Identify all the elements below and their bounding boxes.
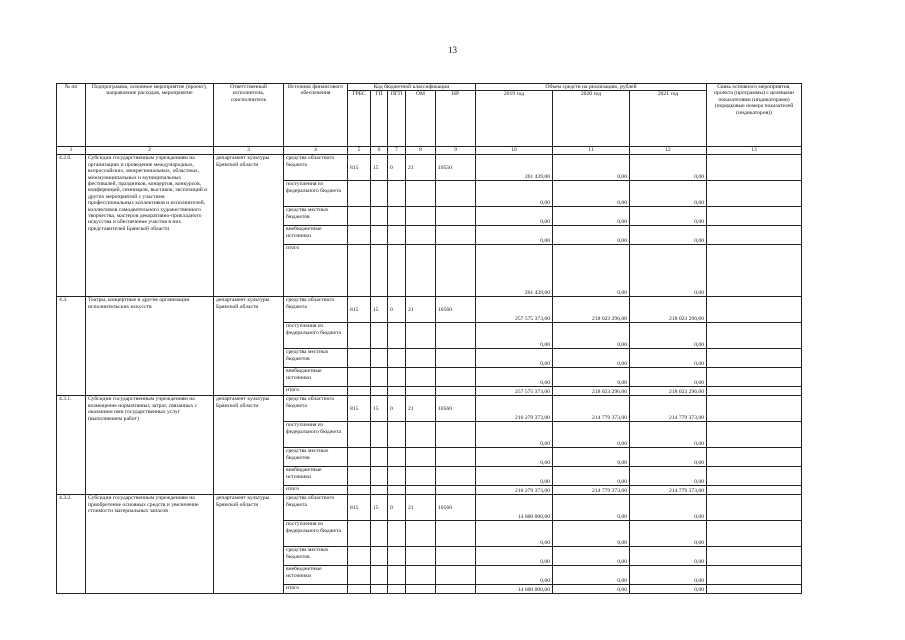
amount-2020: 0,00: [553, 422, 630, 448]
row-number: 4.3.2.: [57, 495, 86, 594]
code-om: [406, 323, 436, 349]
table-header: [57, 84, 802, 155]
code-pgp: [388, 226, 406, 245]
code-pgp: [388, 521, 406, 547]
code-om: 21: [406, 155, 436, 181]
code-gp: 15: [371, 495, 388, 521]
responsible-executor: департамент культуры Брянской области: [214, 297, 284, 396]
column-number: 13: [707, 147, 802, 155]
table-row: [57, 495, 802, 521]
code-gp: [371, 448, 388, 467]
amount-2019: 0,00: [476, 181, 553, 207]
code-gp: [371, 521, 388, 547]
row-number: 4.3.1.: [57, 396, 86, 495]
code-pgp: 0: [388, 155, 406, 181]
code-om: [406, 521, 436, 547]
code-grbs: [348, 349, 371, 368]
funding-source: поступления из федерального бюджета: [284, 323, 348, 349]
amount-2021: 0,00: [630, 495, 707, 521]
column-number: 2: [86, 147, 214, 155]
code-gp: [371, 323, 388, 349]
table-body: [57, 155, 802, 594]
code-pgp: [388, 323, 406, 349]
code-pgp: [388, 207, 406, 226]
funding-source: средства областного бюджета: [284, 396, 348, 422]
header-name: Подпрограмма, основное мероприятие (проект), направление расходов, мероприятие: [86, 84, 214, 147]
amount-2021: 0,00: [630, 448, 707, 467]
code-np: [436, 207, 476, 226]
code-om: 21: [406, 396, 436, 422]
amount-2020: 0,00: [553, 521, 630, 547]
code-grbs: 815: [348, 297, 371, 323]
code-grbs: [348, 387, 371, 396]
column-number: 6: [371, 147, 388, 155]
code-grbs: [348, 422, 371, 448]
indicator-link: [707, 387, 802, 396]
amount-2021: 214 779 373,00: [630, 396, 707, 422]
code-pgp: 0: [388, 297, 406, 323]
amount-2021: 0,00: [630, 349, 707, 368]
code-pgp: [388, 181, 406, 207]
table-row: [57, 396, 802, 422]
code-om: [406, 226, 436, 245]
header-pgp: ПГП: [388, 91, 406, 147]
amount-2019: 0,00: [476, 207, 553, 226]
indicator-link: [707, 467, 802, 486]
code-pgp: [388, 467, 406, 486]
code-om: [406, 547, 436, 566]
indicator-link: [707, 547, 802, 566]
page-number: 13: [448, 45, 457, 55]
funding-source: средства местных бюджетов: [284, 547, 348, 566]
code-om: [406, 245, 436, 297]
code-pgp: [388, 245, 406, 297]
amount-2019: 257 575 373,00: [476, 387, 553, 396]
amount-2021: 214 779 373,00: [630, 486, 707, 495]
code-np: [436, 422, 476, 448]
code-pgp: [388, 448, 406, 467]
amount-2021: 0,00: [630, 207, 707, 226]
amount-2019: 257 575 373,00: [476, 297, 553, 323]
code-grbs: [348, 207, 371, 226]
measure-name: Субсидии государственным учреждениям на организацию и проведение международных, всероссийских, межрегиональных, областных, межмуниципальных и муниципальных фестивалей, праздников, концертов, конкурсов, конференций, семинаров, выставок, экспозиций и других мероприятий с участием профессиональных коллективов и исполнителей, коллективов самодеятельного художественного творчества, мастеров декоративно-прикладного искусства и обеспечение участия в них представителей Брянской области: [86, 155, 214, 297]
code-om: [406, 387, 436, 396]
code-gp: [371, 245, 388, 297]
amount-2019: 0,00: [476, 422, 553, 448]
code-gp: [371, 467, 388, 486]
amount-2020: 0,00: [553, 349, 630, 368]
code-grbs: [348, 448, 371, 467]
indicator-link: [707, 181, 802, 207]
code-om: [406, 467, 436, 486]
code-pgp: [388, 422, 406, 448]
header-responsible: Ответственный исполнитель, соисполнитель: [214, 84, 284, 147]
amount-2019: 0,00: [476, 448, 553, 467]
code-np: 10560: [436, 396, 476, 422]
code-gp: [371, 547, 388, 566]
code-om: 21: [406, 297, 436, 323]
code-om: [406, 181, 436, 207]
code-grbs: [348, 181, 371, 207]
code-grbs: [348, 566, 371, 585]
amount-2020: 0,00: [553, 448, 630, 467]
responsible-executor: департамент культуры Брянской области: [214, 396, 284, 495]
indicator-link: [707, 155, 802, 181]
code-np: [436, 547, 476, 566]
code-gp: [371, 207, 388, 226]
amount-2020: 0,00: [553, 207, 630, 226]
code-grbs: [348, 226, 371, 245]
amount-2021: 218 023 296,00: [630, 297, 707, 323]
indicator-link: [707, 396, 802, 422]
code-grbs: [348, 467, 371, 486]
amount-2020: 0,00: [553, 495, 630, 521]
amount-2021: 0,00: [630, 566, 707, 585]
column-number: 12: [630, 147, 707, 155]
amount-2019: 0,00: [476, 323, 553, 349]
amount-2020: 0,00: [553, 547, 630, 566]
indicator-link: [707, 566, 802, 585]
code-np: [436, 349, 476, 368]
code-om: [406, 486, 436, 495]
responsible-executor: департамент культуры Брянской области: [214, 155, 284, 297]
column-number: 4: [284, 147, 348, 155]
table-row: [57, 297, 802, 323]
code-pgp: 0: [388, 396, 406, 422]
indicator-link: [707, 323, 802, 349]
code-np: 10560: [436, 495, 476, 521]
amount-2021: 0,00: [630, 467, 707, 486]
column-number: 5: [348, 147, 371, 155]
code-gp: [371, 181, 388, 207]
code-grbs: 815: [348, 495, 371, 521]
code-np: 10550: [436, 155, 476, 181]
indicator-link: [707, 297, 802, 323]
amount-2021: 0,00: [630, 368, 707, 387]
amount-2020: 0,00: [553, 585, 630, 594]
code-om: [406, 368, 436, 387]
row-number: 4.2.6.: [57, 155, 86, 297]
amount-2019: 0,00: [476, 349, 553, 368]
code-pgp: [388, 486, 406, 495]
code-np: [436, 181, 476, 207]
funding-source: средства местных бюджетов: [284, 448, 348, 467]
code-grbs: 815: [348, 155, 371, 181]
amount-2020: 214 779 373,00: [553, 486, 630, 495]
header-om: ОМ: [406, 91, 436, 147]
funding-source: поступления из федерального бюджета: [284, 181, 348, 207]
header-codes-group: Код бюджетной классификации: [348, 84, 476, 91]
code-gp: [371, 585, 388, 594]
code-gp: 15: [371, 155, 388, 181]
code-gp: [371, 226, 388, 245]
code-np: [436, 585, 476, 594]
column-number-row: [57, 147, 802, 155]
amount-2020: 0,00: [553, 181, 630, 207]
code-np: [436, 486, 476, 495]
code-gp: [371, 566, 388, 585]
amount-2020: 0,00: [553, 467, 630, 486]
indicator-link: [707, 207, 802, 226]
funding-source: средства областного бюджета: [284, 297, 348, 323]
funding-source: поступления из федерального бюджета: [284, 422, 348, 448]
code-pgp: [388, 547, 406, 566]
funding-source: итого: [284, 486, 348, 495]
code-gp: [371, 368, 388, 387]
code-om: [406, 422, 436, 448]
row-number: 4.3.: [57, 297, 86, 396]
amount-2019: 14 600 000,00: [476, 585, 553, 594]
code-om: 21: [406, 495, 436, 521]
funding-source: итого: [284, 245, 348, 297]
amount-2021: 0,00: [630, 422, 707, 448]
code-om: [406, 207, 436, 226]
header-grbs: ГРБС: [348, 91, 371, 147]
amount-2019: 216 279 373,00: [476, 486, 553, 495]
code-grbs: [348, 368, 371, 387]
amount-2020: 0,00: [553, 245, 630, 297]
amount-2021: 0,00: [630, 521, 707, 547]
column-number: 10: [476, 147, 553, 155]
amount-2021: 0,00: [630, 155, 707, 181]
code-pgp: [388, 566, 406, 585]
amount-2019: 0,00: [476, 226, 553, 245]
amount-2019: 261 439,00: [476, 155, 553, 181]
amount-2020: 214 779 373,00: [553, 396, 630, 422]
amount-2019: 14 600 000,00: [476, 495, 553, 521]
code-np: [436, 566, 476, 585]
code-np: [436, 521, 476, 547]
amount-2020: 0,00: [553, 566, 630, 585]
code-om: [406, 448, 436, 467]
funding-source: внебюджетные источники: [284, 467, 348, 486]
code-np: [436, 226, 476, 245]
code-np: [436, 467, 476, 486]
code-pgp: [388, 585, 406, 594]
code-grbs: [348, 486, 371, 495]
amount-2021: 0,00: [630, 226, 707, 245]
header-link: Связь основного мероприятия, проекта (программы) с целевыми показателями (индикаторами) (порядковые номера показателей (индикаторов)): [707, 84, 802, 147]
code-gp: 15: [371, 297, 388, 323]
code-om: [406, 566, 436, 585]
funding-source: средства местных бюджетов: [284, 349, 348, 368]
indicator-link: [707, 422, 802, 448]
indicator-link: [707, 521, 802, 547]
header-year-2019: 2019 год: [476, 91, 553, 147]
code-grbs: [348, 245, 371, 297]
amount-2020: 218 023 296,00: [553, 297, 630, 323]
indicator-link: [707, 495, 802, 521]
code-grbs: 815: [348, 396, 371, 422]
header-np: НР: [436, 91, 476, 147]
code-np: [436, 323, 476, 349]
indicator-link: [707, 226, 802, 245]
funding-source: средства областного бюджета: [284, 495, 348, 521]
budget-table: [56, 83, 802, 594]
code-om: [406, 585, 436, 594]
amount-2019: 0,00: [476, 467, 553, 486]
code-om: [406, 349, 436, 368]
funding-source: внебюджетные источники: [284, 368, 348, 387]
code-pgp: [388, 349, 406, 368]
funding-source: итого: [284, 387, 348, 396]
indicator-link: [707, 448, 802, 467]
code-np: 10560: [436, 297, 476, 323]
amount-2021: 0,00: [630, 323, 707, 349]
code-grbs: [348, 585, 371, 594]
amount-2019: 216 279 373,00: [476, 396, 553, 422]
amount-2019: 0,00: [476, 547, 553, 566]
header-year-2020: 2020 год: [553, 91, 630, 147]
code-pgp: [388, 387, 406, 396]
header-gp: ГП: [371, 91, 388, 147]
code-gp: [371, 422, 388, 448]
header-source: Источник финансового обеспечения: [284, 84, 348, 147]
code-np: [436, 368, 476, 387]
column-number: 9: [436, 147, 476, 155]
amount-2019: 0,00: [476, 521, 553, 547]
header-volume-group: Объем средств на реализацию, рублей: [476, 84, 707, 91]
amount-2020: 0,00: [553, 368, 630, 387]
amount-2021: 218 023 296,00: [630, 387, 707, 396]
code-np: [436, 448, 476, 467]
amount-2021: 0,00: [630, 547, 707, 566]
column-number: 11: [553, 147, 630, 155]
code-grbs: [348, 521, 371, 547]
code-pgp: [388, 368, 406, 387]
header-year-2021: 2021 год: [630, 91, 707, 147]
code-gp: [371, 387, 388, 396]
code-gp: [371, 486, 388, 495]
code-gp: [371, 349, 388, 368]
funding-source: поступления из федерального бюджета: [284, 521, 348, 547]
code-gp: 15: [371, 396, 388, 422]
funding-source: средства местных бюджетов: [284, 207, 348, 226]
amount-2021: 0,00: [630, 181, 707, 207]
indicator-link: [707, 368, 802, 387]
code-grbs: [348, 547, 371, 566]
code-grbs: [348, 323, 371, 349]
code-np: [436, 245, 476, 297]
measure-name: Субсидии государственным учреждениям на возмещение нормативных затрат, связанных с оказанием ими государственных услуг (выполнением работ): [86, 396, 214, 495]
column-number: 8: [406, 147, 436, 155]
amount-2020: 218 023 296,00: [553, 387, 630, 396]
amount-2019: 261 439,00: [476, 245, 553, 297]
code-np: [436, 387, 476, 396]
amount-2021: 0,00: [630, 245, 707, 297]
responsible-executor: департамент культуры Брянской области: [214, 495, 284, 594]
amount-2019: 0,00: [476, 566, 553, 585]
indicator-link: [707, 245, 802, 297]
header-no: № пп: [57, 84, 86, 147]
funding-source: итого: [284, 585, 348, 594]
amount-2020: 0,00: [553, 226, 630, 245]
funding-source: внебюджетные источники: [284, 226, 348, 245]
column-number: 3: [214, 147, 284, 155]
amount-2020: 0,00: [553, 155, 630, 181]
funding-source: внебюджетные источники: [284, 566, 348, 585]
amount-2020: 0,00: [553, 323, 630, 349]
amount-2021: 0,00: [630, 585, 707, 594]
indicator-link: [707, 486, 802, 495]
code-pgp: 0: [388, 495, 406, 521]
indicator-link: [707, 585, 802, 594]
amount-2019: 0,00: [476, 368, 553, 387]
measure-name: Театры, концертные и другие организации исполнительских искусств: [86, 297, 214, 396]
measure-name: Субсидии государственным учреждениям на приобретение основных средств и увеличение стоимости материальных запасов: [86, 495, 214, 594]
table-row: [57, 155, 802, 181]
indicator-link: [707, 349, 802, 368]
column-number: 7: [388, 147, 406, 155]
funding-source: средства областного бюджета: [284, 155, 348, 181]
column-number: 1: [57, 147, 86, 155]
